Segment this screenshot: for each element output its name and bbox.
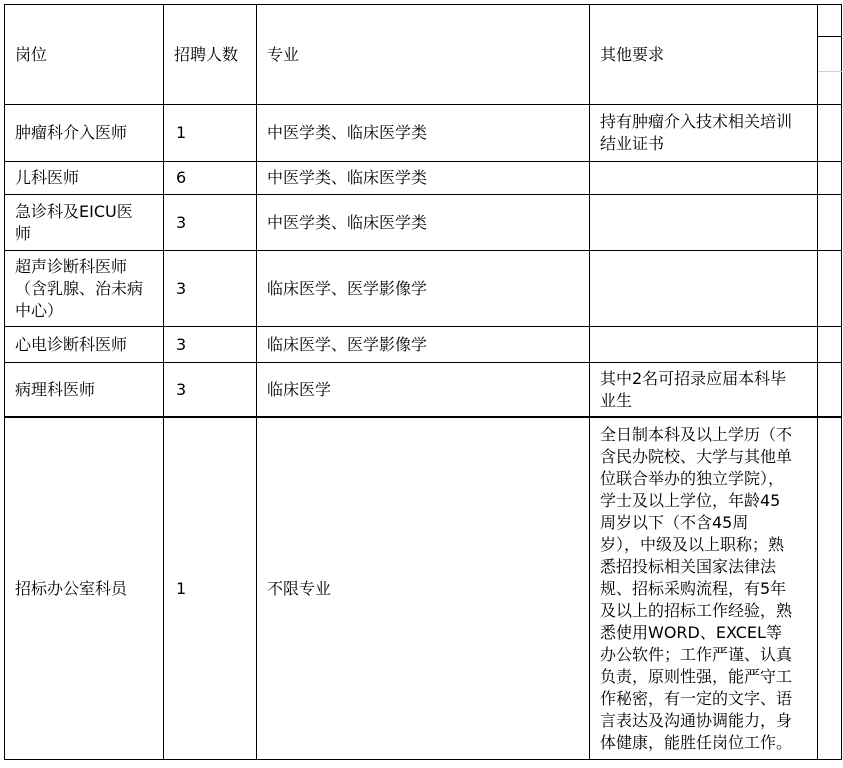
table-row-count	[176, 105, 254, 161]
table-row-other	[600, 418, 817, 759]
table-row-position	[15, 363, 160, 416]
cell-count: 3	[176, 212, 187, 232]
column-divider	[589, 4, 590, 760]
column-divider	[256, 4, 257, 760]
header-position	[15, 5, 160, 104]
table-row-major	[267, 363, 585, 416]
column-divider	[163, 4, 164, 760]
cell-major: 不限专业	[267, 578, 332, 598]
header-major	[267, 5, 585, 104]
table-row-other	[600, 327, 817, 362]
table-row-major	[267, 195, 585, 250]
cell-position: 肿瘤科介入医师	[15, 123, 128, 142]
table-row-position	[15, 327, 160, 362]
table-row-count	[176, 251, 254, 326]
table-row-position	[15, 195, 160, 250]
cell-position: 病理科医师	[15, 379, 96, 399]
cell-position: 招标办公室科员	[15, 578, 128, 598]
table-row-major	[267, 327, 585, 362]
recruitment-table	[4, 4, 842, 760]
cell-count: 1	[176, 123, 187, 142]
header-major-text: 专业	[267, 44, 300, 64]
cell-position: 急诊科及EICU医 师	[15, 201, 133, 243]
table-row-count	[176, 363, 254, 416]
cell-other: 持有肿瘤介入技术相关培训 结业证书	[600, 112, 793, 153]
table-border-bottom	[4, 759, 842, 760]
header-count-text: 招聘人数	[174, 44, 239, 64]
cell-major: 中医学类、临床医学类	[267, 212, 428, 232]
table-row-other	[600, 363, 817, 416]
cell-position: 儿科医师	[15, 168, 80, 187]
table-row-position	[15, 418, 160, 759]
table-row-other	[600, 251, 817, 326]
table-row-count	[176, 327, 254, 362]
table-row-position	[7, 251, 162, 326]
header-other	[600, 5, 815, 104]
column-divider	[4, 4, 5, 760]
cell-count: 3	[176, 379, 187, 399]
column-divider	[817, 4, 818, 760]
table-edge-tick	[818, 71, 842, 72]
cell-position: 超声诊断科医师 （含乳腺、治未病 中心）	[15, 256, 144, 320]
cell-major: 临床医学、医学影像学	[267, 278, 428, 298]
header-other-text: 其他要求	[600, 44, 665, 64]
cell-major: 中医学类、临床医学类	[267, 123, 428, 142]
table-row-major	[267, 105, 585, 161]
table-row-position	[15, 105, 160, 161]
cell-other: 其中2名可招录应届本科毕 业生	[600, 368, 787, 410]
header-count	[174, 5, 254, 104]
cell-count: 3	[176, 278, 187, 298]
cell-count: 1	[176, 578, 187, 598]
table-row-other	[600, 105, 817, 161]
table-row-other	[600, 162, 817, 194]
table-row-major	[267, 162, 585, 194]
header-position-text: 岗位	[15, 44, 48, 64]
cell-major: 临床医学	[267, 379, 332, 399]
cell-position: 心电诊断科医师	[15, 334, 128, 354]
column-divider	[841, 4, 842, 760]
table-row-major	[267, 418, 585, 759]
table-row-count	[176, 162, 254, 194]
cell-major: 中医学类、临床医学类	[267, 168, 428, 187]
table-row-count	[176, 418, 254, 759]
cell-count: 6	[176, 168, 187, 187]
table-row-other	[600, 195, 817, 250]
table-row-major	[267, 251, 585, 326]
table-row-count	[176, 195, 254, 250]
cell-count: 3	[176, 334, 187, 354]
cell-other: 全日制本科及以上学历（不 含民办院校、大学与其他单 位联合举办的独立学院）， 学士及以上学位，年龄45 周岁以下（不含45周 岁），中级及以上职称；熟 悉招投标相关国家法律法 规、招标采购流程，有5年 及以上的招标工作经验，熟 悉使用WORD、EXCEL等 办公软件；工作严谨、认真 负责，原则性强，能严守工 作秘密，有一定的文字、语 言表达及沟通协调能力，身 体健康，能胜任岗位工作。	[600, 424, 793, 752]
cell-major: 临床医学、医学影像学	[267, 334, 428, 354]
table-edge-tick	[818, 36, 842, 37]
table-row-position	[15, 162, 160, 194]
